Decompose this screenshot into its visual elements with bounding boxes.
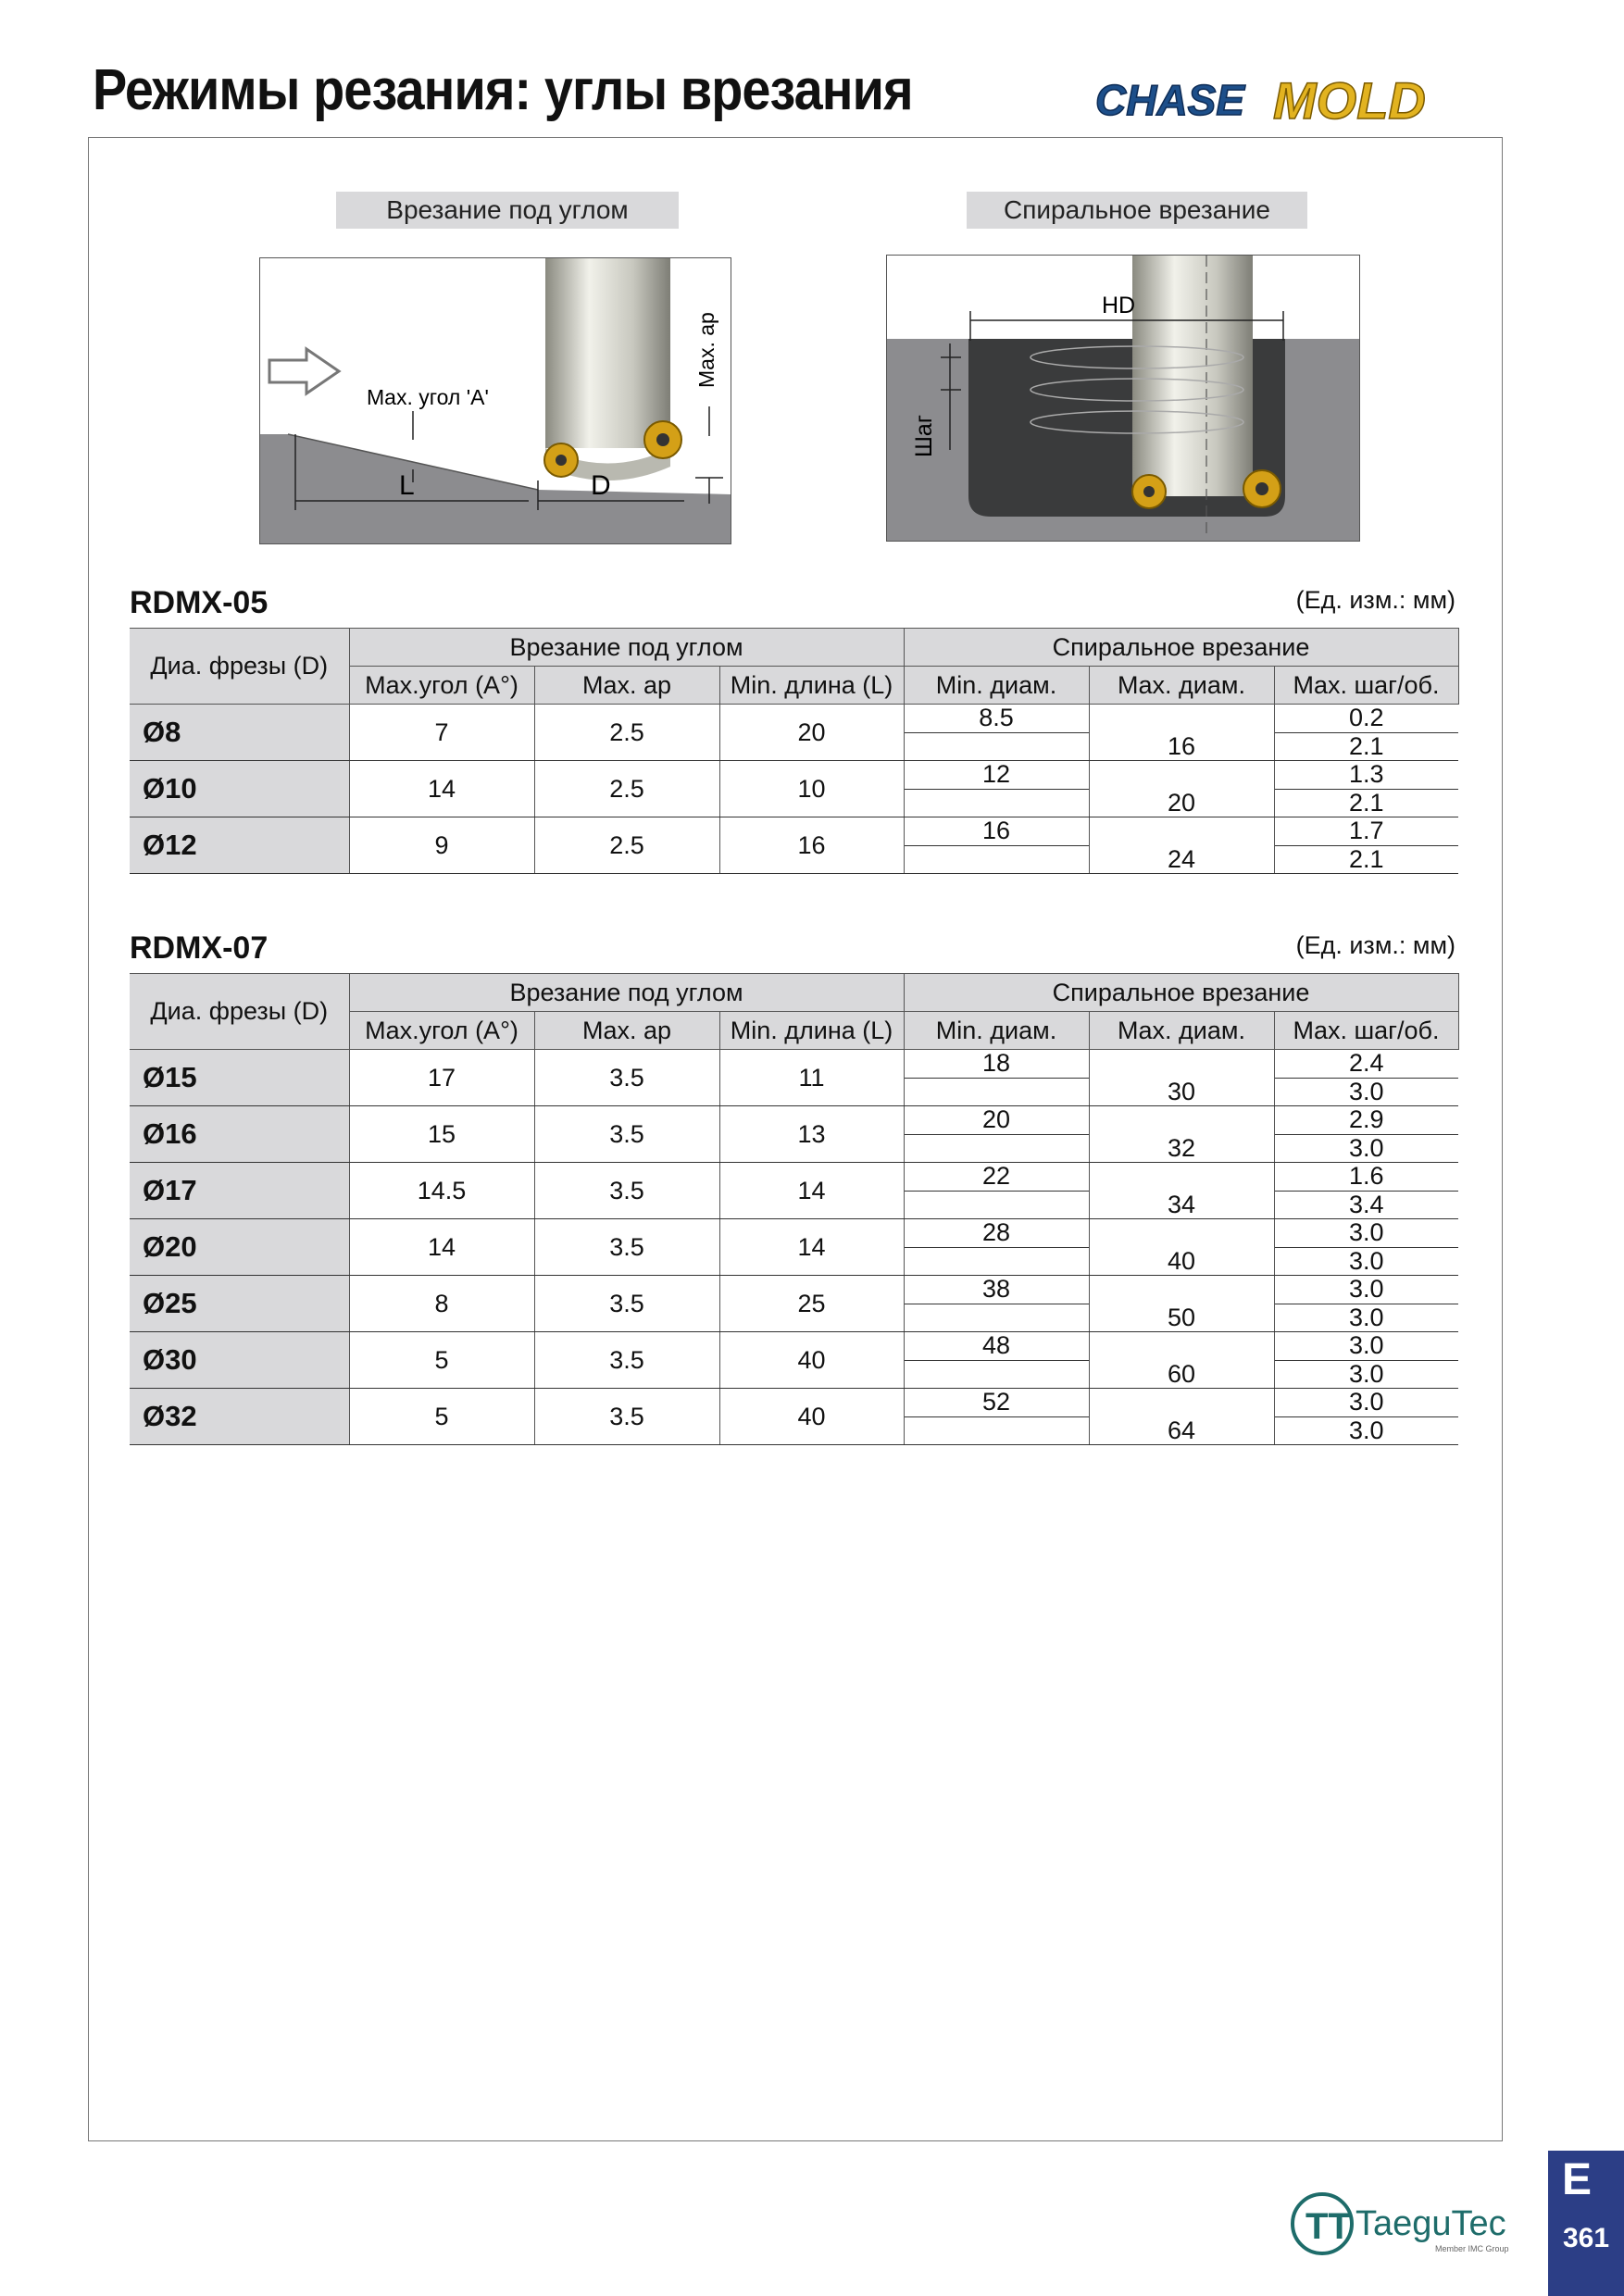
cell-diameter: Ø17 xyxy=(130,1163,349,1219)
cell-max-ap: 2.5 xyxy=(534,761,719,817)
cell-max-angle: 8 xyxy=(349,1276,534,1332)
cell-max-dia xyxy=(1089,1106,1274,1163)
pitch-value-b: 2.1 xyxy=(1349,788,1384,817)
col-header-max-ap: Max. ap xyxy=(534,667,719,705)
cell-min-dia xyxy=(904,817,1089,874)
cell-max-angle: 9 xyxy=(349,817,534,874)
cell-min-length: 13 xyxy=(719,1106,904,1163)
cell-max-pitch xyxy=(1274,761,1458,817)
col-header-max-angle: Max.угол (A°) xyxy=(349,667,534,705)
pitch-value-a: 0.2 xyxy=(1275,705,1459,733)
cell-min-dia xyxy=(904,1389,1089,1445)
helical-diagram xyxy=(886,255,1360,542)
cell-min-length: 25 xyxy=(719,1276,904,1332)
cell-max-ap: 3.5 xyxy=(534,1106,719,1163)
cell-max-dia xyxy=(1089,1389,1274,1445)
min-dia-value: 28 xyxy=(905,1219,1089,1248)
cell-diameter: Ø25 xyxy=(130,1276,349,1332)
cell-max-dia xyxy=(1089,1163,1274,1219)
cell-diameter: Ø15 xyxy=(130,1050,349,1106)
cell-max-ap: 2.5 xyxy=(534,817,719,874)
ramping-label: Врезание под углом xyxy=(336,192,679,229)
max-dia-value: 64 xyxy=(1167,1416,1196,1444)
cell-min-length: 40 xyxy=(719,1332,904,1389)
col-header-max-ap: Max. ap xyxy=(534,1012,719,1050)
pitch-label: Шаг xyxy=(911,415,937,457)
cell-max-ap: 3.5 xyxy=(534,1389,719,1445)
cell-max-pitch xyxy=(1274,1389,1458,1445)
col-header-max-dia: Max. диам. xyxy=(1089,1012,1274,1050)
HD-label: HD xyxy=(1102,293,1136,318)
table-row xyxy=(130,1163,1458,1219)
cell-max-dia xyxy=(1089,817,1274,874)
pitch-value-b: 3.4 xyxy=(1349,1190,1384,1218)
cell-min-dia xyxy=(904,705,1089,761)
table-row xyxy=(130,1050,1458,1106)
min-dia-value: 16 xyxy=(905,817,1089,846)
col-header-max-pitch: Max. шаг/об. xyxy=(1274,1012,1458,1050)
max-ap-label: Max. ap xyxy=(694,312,718,388)
cell-max-ap: 3.5 xyxy=(534,1163,719,1219)
cell-min-length: 10 xyxy=(719,761,904,817)
col-header-min-length: Min. длина (L) xyxy=(719,1012,904,1050)
cell-diameter: Ø32 xyxy=(130,1389,349,1445)
col-header-dia: Диа. фрезы (D) xyxy=(130,974,349,1050)
pitch-value-b: 3.0 xyxy=(1349,1246,1384,1275)
col-header-dia: Диа. фрезы (D) xyxy=(130,629,349,705)
cell-max-ap: 3.5 xyxy=(534,1276,719,1332)
min-dia-value: 12 xyxy=(905,761,1089,790)
svg-text:MOLD: MOLD xyxy=(1273,71,1426,130)
pitch-value-b: 3.0 xyxy=(1349,1303,1384,1331)
cell-diameter: Ø30 xyxy=(130,1332,349,1389)
cell-max-pitch xyxy=(1274,1163,1458,1219)
pitch-value-a: 1.7 xyxy=(1275,817,1459,846)
cell-max-angle: 5 xyxy=(349,1332,534,1389)
cell-max-angle: 7 xyxy=(349,705,534,761)
table-row xyxy=(130,761,1458,817)
D-label: D xyxy=(591,470,611,501)
table-title-rdmx05: RDMX-05 xyxy=(130,585,269,620)
cell-max-angle: 14 xyxy=(349,1219,534,1276)
spec-table-rdmx07 xyxy=(130,973,1459,1445)
cell-min-dia xyxy=(904,761,1089,817)
cell-max-pitch xyxy=(1274,1332,1458,1389)
pitch-value-a: 1.3 xyxy=(1275,761,1459,790)
table-row xyxy=(130,1219,1458,1276)
cell-max-angle: 17 xyxy=(349,1050,534,1106)
col-header-min-dia: Min. диам. xyxy=(904,667,1089,705)
max-dia-value: 34 xyxy=(1167,1190,1196,1218)
table-row xyxy=(130,1106,1458,1163)
cell-diameter: Ø10 xyxy=(130,761,349,817)
pitch-value-b: 3.0 xyxy=(1349,1359,1384,1388)
table-row xyxy=(130,1276,1458,1332)
min-dia-value: 52 xyxy=(905,1389,1089,1417)
section-letter: E xyxy=(1561,2155,1592,2204)
min-dia-value: 48 xyxy=(905,1332,1089,1361)
cell-max-angle: 14.5 xyxy=(349,1163,534,1219)
max-angle-label: Max. угол 'A' xyxy=(367,385,489,409)
max-dia-value: 24 xyxy=(1167,844,1196,873)
max-dia-value: 30 xyxy=(1167,1077,1196,1105)
group-header-ramping: Врезание под углом xyxy=(349,629,904,667)
col-header-min-length: Min. длина (L) xyxy=(719,667,904,705)
cell-min-dia xyxy=(904,1163,1089,1219)
cell-diameter: Ø8 xyxy=(130,705,349,761)
cell-max-ap: 3.5 xyxy=(534,1050,719,1106)
svg-text:CHASE: CHASE xyxy=(1095,76,1245,124)
cell-max-dia xyxy=(1089,1332,1274,1389)
col-header-max-pitch: Max. шаг/об. xyxy=(1274,667,1458,705)
cell-max-dia xyxy=(1089,1219,1274,1276)
col-header-max-dia: Max. диам. xyxy=(1089,667,1274,705)
group-header-helical: Спиральное врезание xyxy=(904,974,1458,1012)
max-dia-value: 16 xyxy=(1167,731,1196,760)
units-note-rdmx07: (Ед. изм.: мм) xyxy=(1295,931,1455,959)
cell-min-length: 11 xyxy=(719,1050,904,1106)
cell-min-length: 14 xyxy=(719,1219,904,1276)
cell-min-dia xyxy=(904,1219,1089,1276)
group-header-ramping: Врезание под углом xyxy=(349,974,904,1012)
svg-text:TT: TT xyxy=(1305,2206,1351,2247)
min-dia-value: 20 xyxy=(905,1106,1089,1135)
cell-max-pitch xyxy=(1274,705,1458,761)
cell-max-angle: 15 xyxy=(349,1106,534,1163)
table-row xyxy=(130,705,1458,761)
table-row xyxy=(130,1332,1458,1389)
cell-max-ap: 3.5 xyxy=(534,1219,719,1276)
pitch-value-a: 3.0 xyxy=(1275,1276,1459,1304)
pitch-value-b: 2.1 xyxy=(1349,844,1384,873)
cell-diameter: Ø20 xyxy=(130,1219,349,1276)
cell-min-dia xyxy=(904,1332,1089,1389)
max-dia-value: 50 xyxy=(1167,1303,1196,1331)
table-title-rdmx07: RDMX-07 xyxy=(130,930,269,966)
pitch-value-b: 3.0 xyxy=(1349,1416,1384,1444)
cell-max-dia xyxy=(1089,705,1274,761)
page-title: Режимы резания: углы врезания xyxy=(93,58,913,122)
pitch-value-b: 3.0 xyxy=(1349,1133,1384,1162)
table-row xyxy=(130,1389,1458,1445)
max-dia-value: 60 xyxy=(1167,1359,1196,1388)
cell-diameter: Ø16 xyxy=(130,1106,349,1163)
helical-label: Спиральное врезание xyxy=(967,192,1307,229)
cell-max-angle: 14 xyxy=(349,761,534,817)
col-header-max-angle: Max.угол (A°) xyxy=(349,1012,534,1050)
cell-min-length: 14 xyxy=(719,1163,904,1219)
pitch-value-b: 3.0 xyxy=(1349,1077,1384,1105)
group-header-helical: Спиральное врезание xyxy=(904,629,1458,667)
cell-min-length: 16 xyxy=(719,817,904,874)
cell-max-ap: 2.5 xyxy=(534,705,719,761)
pitch-value-a: 1.6 xyxy=(1275,1163,1459,1192)
cell-max-pitch xyxy=(1274,1219,1458,1276)
cell-max-pitch xyxy=(1274,1106,1458,1163)
min-dia-value: 8.5 xyxy=(905,705,1089,733)
cell-diameter: Ø12 xyxy=(130,817,349,874)
min-dia-value: 22 xyxy=(905,1163,1089,1192)
pitch-value-a: 3.0 xyxy=(1275,1389,1459,1417)
page-number: 361 xyxy=(1562,2223,1610,2253)
min-dia-value: 38 xyxy=(905,1276,1089,1304)
cell-max-dia xyxy=(1089,761,1274,817)
cell-min-dia xyxy=(904,1050,1089,1106)
cell-max-angle: 5 xyxy=(349,1389,534,1445)
pitch-value-a: 3.0 xyxy=(1275,1219,1459,1248)
cell-min-dia xyxy=(904,1106,1089,1163)
cell-max-ap: 3.5 xyxy=(534,1332,719,1389)
cell-min-length: 20 xyxy=(719,705,904,761)
L-label: L xyxy=(399,470,415,501)
cell-min-dia xyxy=(904,1276,1089,1332)
cell-max-dia xyxy=(1089,1050,1274,1106)
units-note-rdmx05: (Ед. изм.: мм) xyxy=(1295,586,1455,614)
cell-max-dia xyxy=(1089,1276,1274,1332)
pitch-value-a: 2.9 xyxy=(1275,1106,1459,1135)
svg-text:Member IMC Group: Member IMC Group xyxy=(1435,2244,1509,2253)
taegutec-logo xyxy=(1287,2185,1532,2259)
pitch-value-a: 2.4 xyxy=(1275,1050,1459,1079)
max-dia-value: 32 xyxy=(1167,1133,1196,1162)
cell-max-pitch xyxy=(1274,1276,1458,1332)
col-header-min-dia: Min. диам. xyxy=(904,1012,1089,1050)
cell-max-pitch xyxy=(1274,1050,1458,1106)
max-dia-value: 20 xyxy=(1167,788,1196,817)
chasemold-logo xyxy=(1088,67,1514,131)
max-dia-value: 40 xyxy=(1167,1246,1196,1275)
table-row xyxy=(130,817,1458,874)
pitch-value-b: 2.1 xyxy=(1349,731,1384,760)
pitch-value-a: 3.0 xyxy=(1275,1332,1459,1361)
spec-table-rdmx05 xyxy=(130,628,1459,874)
svg-text:TaeguTec: TaeguTec xyxy=(1355,2204,1506,2243)
cell-min-length: 40 xyxy=(719,1389,904,1445)
ramping-diagram xyxy=(259,257,731,544)
min-dia-value: 18 xyxy=(905,1050,1089,1079)
section-tab xyxy=(1548,2151,1624,2296)
cell-max-pitch xyxy=(1274,817,1458,874)
